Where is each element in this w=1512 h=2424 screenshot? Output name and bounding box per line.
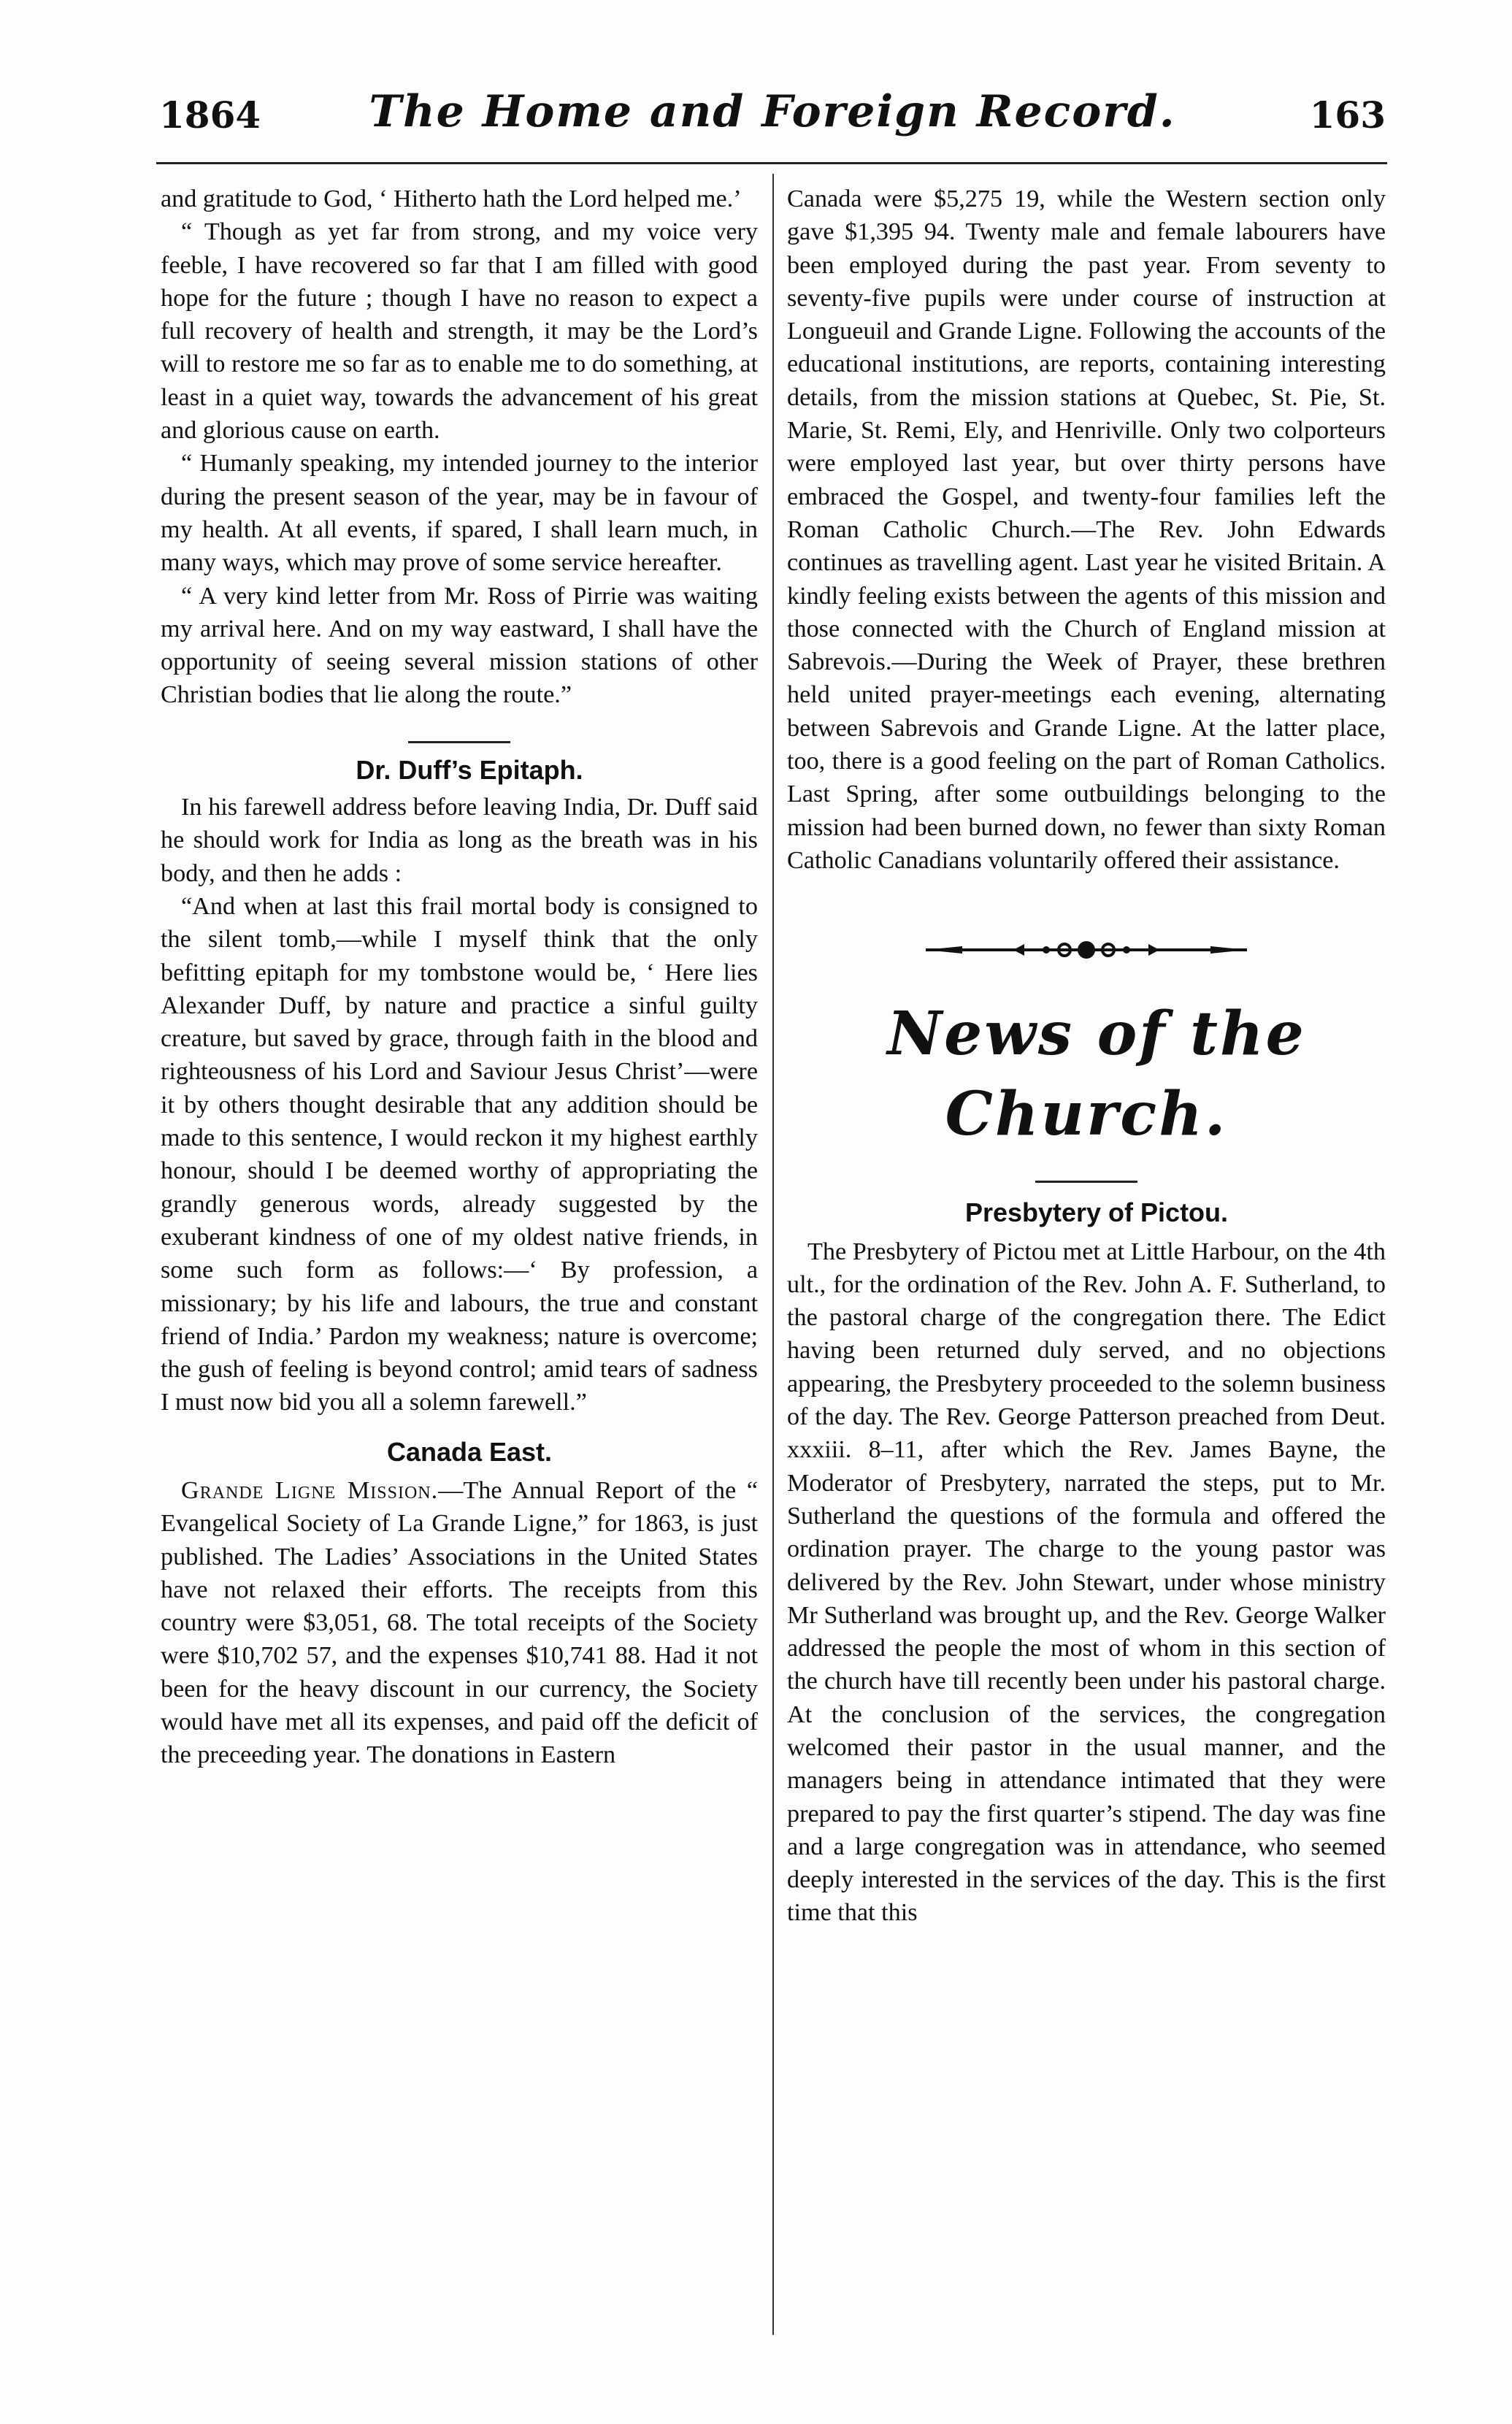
left-column [161,183,758,1772]
heading-duff-epitaph: Dr. Duff’s Epitaph. [356,754,583,785]
paragraph: and gratitude to God, ‘ Hitherto hath the Lord helped me.’ [161,185,742,212]
paragraph: The Presbytery of Pictou met at Little Harbour, on the 4th ult., for the ordination of the Rev. John A. F. Sutherland, to the pastoral charge of the congregation there. The Edict having been returned duly served, and no objections appearing, the Presbytery proceeded to the solemn business of the day. The Rev. George Patterson preached from Deut. xxxiii. 8–11, after which the Rev. James Bayne, the Moderator of Presbytery, narrated the steps, put to Mr. Sutherland the questions of the formula and offered the ordination prayer. The charge to the young pastor was delivered by the Rev. John Stewart, under whose ministry Mr Sutherland was brought up, and the Rev. George Walker addressed the people the most of whom in this section of the church have till recently been under his pastoral charge. At the conclusion of the services, the congregation welcomed their pastor in the usual manner, and the managers being in attendance intimated that they were prepared to pay the first quarter’s stipend. The day was fine and a large congregation was in attendance, who seemed deeply interested in the services of the day. This is the first time that this [787,1238,1386,1927]
right-column [787,183,1386,1930]
paragraph: Canada were $5,275 19, while the Western section only gave $1,395 94. Twenty male and female labourers have been employed during the past year. From seventy to seventy-five pupils were under course of instruction at Longueuil and Grande Ligne. Following the accounts of the educational institutions, are reports, containing interesting details, from the mission stations at Quebec, St. Pie, St. Marie, St. Remi, Ely, and Henriville. Only two colporteurs were employed last year, but over thirty persons have embraced the Gospel, and twenty-four families left the Roman Catholic Church.—The Rev. John Edwards continues as travelling agent. Last year he visited Britain. A kindly feeling exists between the agents of this mission and those connected with the Church of England mission at Sabrevois.—During the Week of Prayer, these brethren held united prayer-meetings each evening, alternating between Sabrevois and Grande Ligne. At the latter place, too, there is a good feeling on the part of Roman Catholics. Last Spring, after some outbuildings belonging to the mission had been burned down, no fewer than sixty Roman Catholic Canadians voluntarily offered their assistance. [787,185,1386,874]
paragraph: “ A very kind letter from Mr. Ross of Pirrie was waiting my arrival here. And on my way eastward, I shall have the opportunity of seeing several mission stations of other Christian bodies that lie along the route.” [161,582,758,709]
paragraph: “ Humanly speaking, my intended journey to the interior during the present season of the year, may be in favour of my health. At all events, if spared, I shall learn much, in many ways, which may prove of some service hereafter. [161,450,758,577]
heading-presbytery-of-pictou: Presbytery of Pictou. [964,1197,1229,1228]
header-year: 1864 [159,93,261,137]
paragraph: “And when at last this frail mortal body is consigned to the silent tomb,—while I myself think that the only befitting epitaph for my tombstone would be, ‘ Here lies Alexander Duff, by nature and practice a sinful guilty creature, but saved by grace, through faith in the blood and righteousness of his Lord and Saviour Jesus Christ’—were it by others thought desirable that any addition should be made to this sentence, I would reckon it my highest earthly honour, should I be deemed worthy of appropriating the grandly generous words, already suggested by the exuberant kindness of one of my oldest native friends, in some such form as follows:—‘ By profession, a missionary; by his life and labours, the true and constant friend of India.’ Pardon my weakness; nature is overcome; the gush of feeling is beyond control; amid tears of sadness I must now bid you all a solemn farewell.” [161,892,758,1416]
paragraph: In his farewell address before leaving India, Dr. Duff said he should work for India as long as the breath was in his body, and then he adds : [161,794,758,887]
header-page-number: 163 [1309,93,1386,137]
column-divider [772,174,774,2335]
page-header [159,86,1386,152]
section-title-news-of-the-church: News of the Church. [887,999,1306,1150]
header-title: The Home and Foreign Record. [369,86,1176,137]
decorative-ornament [787,928,1386,972]
heading-canada-east: Canada East. [386,1436,553,1467]
header-rule [156,162,1387,164]
paragraph-body: —The Annual Report of the “ Evangelical Society of La Grande Ligne,” for 1863, is just published. The Ladies’ Associations in the United States have not relaxed their efforts. The receipts from this country were $3,051, 68. The total receipts of the Society were $10,702 57, and the expenses $10,741 88. Had it not been for the heavy discount in our currency, the Society would have met all its expenses, and paid off the deficit of the preceeding year. The donations in Eastern [161,1476,758,1769]
paragraph-grande-ligne [161,1474,758,1772]
ornament-rule-icon [918,928,1254,972]
paragraph: “ Though as yet far from strong, and my voice very feeble, I have recovered so far that I am filled with good hope for the future ; though I have no reason to expect a full recovery of health and strength, it may be the Lord’s will to restore me so far as to enable me to do something, at least in a quiet way, towards the advancement of his great and glorious cause on earth. [161,218,758,445]
run-in-label: Grande Ligne Mission. [181,1476,439,1504]
